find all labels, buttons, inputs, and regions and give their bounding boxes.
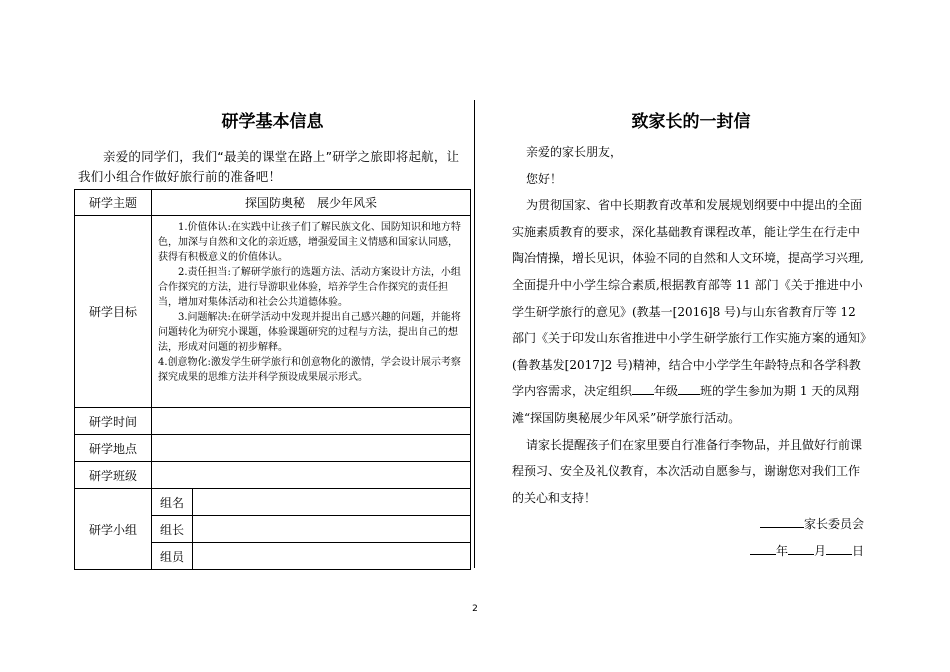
group-name-field[interactable] bbox=[193, 489, 471, 516]
time-label: 研学时间 bbox=[75, 408, 152, 435]
time-field[interactable] bbox=[152, 408, 471, 435]
month-blank[interactable] bbox=[788, 540, 814, 555]
date-line bbox=[512, 538, 870, 565]
class-word: 班的学生参加为期 1 天的凤翔滩“探国防奥秘展少年风采”研学旅行活动。 bbox=[512, 384, 860, 425]
goals-content bbox=[152, 216, 471, 408]
page-number: 2 bbox=[472, 604, 478, 614]
day-label: 日 bbox=[851, 543, 864, 558]
group-members-field[interactable] bbox=[193, 543, 471, 570]
letter-title: 致家长的一封信 bbox=[631, 112, 751, 132]
class-row bbox=[75, 462, 471, 489]
time-row bbox=[75, 408, 471, 435]
theme-value: 探国防奥秘 展少年风采 bbox=[152, 190, 471, 216]
letter-body bbox=[512, 139, 870, 565]
group-members-label: 组员 bbox=[152, 543, 193, 570]
letter-paragraph bbox=[512, 192, 870, 431]
class-blank[interactable] bbox=[678, 380, 700, 395]
month-label: 月 bbox=[813, 543, 826, 558]
letter-salutation: 亲爱的家长朋友， bbox=[526, 145, 623, 159]
year-blank[interactable] bbox=[750, 540, 776, 555]
grade-blank[interactable] bbox=[632, 380, 654, 395]
group-name-label: 组名 bbox=[152, 489, 193, 516]
group-label: 研学小组 bbox=[75, 489, 152, 570]
parent-letter-section bbox=[512, 95, 870, 565]
class-field[interactable] bbox=[152, 462, 471, 489]
committee-label: 家长委员会 bbox=[803, 517, 864, 532]
group-name-row bbox=[75, 489, 471, 516]
class-label: 研学班级 bbox=[75, 462, 152, 489]
committee-signature bbox=[512, 511, 870, 538]
theme-row bbox=[75, 190, 471, 216]
place-field[interactable] bbox=[152, 435, 471, 462]
intro-text: 亲爱的同学们，我们“最美的课堂在路上”研学之旅即将起航，让我们小组合作做好旅行前的准备吧！ bbox=[78, 149, 460, 184]
year-label: 年 bbox=[775, 543, 788, 558]
place-row bbox=[75, 435, 471, 462]
letter-paragraph-2: 请家长提醒孩子们在家里要自行准备行李物品，并且做好行前课程预习、安全及礼仪教育，本次活动自愿参与，谢谢您对我们工作的关心和支持！ bbox=[512, 437, 863, 505]
goal-item: 3.问题解决:在研学活动中发现并提出自己感兴趣的问题，并能将问题转化为研究小课题，体验课题研究的过程与方法，提出自己的想法，形成对问题的初步解释。 bbox=[158, 312, 461, 353]
goal-item: 4.创意物化:激发学生研学旅行和创意物化的激情，学会设计展示考察探究成果的思维方法并科学预设成果展示形式。 bbox=[158, 357, 461, 383]
theme-label: 研学主题 bbox=[75, 190, 152, 216]
signature-blank[interactable] bbox=[760, 513, 804, 528]
grade-word: 年级 bbox=[654, 384, 679, 399]
info-table bbox=[74, 189, 471, 570]
letter-paragraph-text: 为贯彻国家、省中长期教育改革和发展规划纲要中中提出的全面实施素质教育的要求，深化基础教育课程改革，能让学生在行走中陶冶情操，增长见识，体验不同的自然和人文环境，提高学习兴理,全面提升中小学生综合素质,根据教育部等 11 部门《关于推进中小学生研学旅行的意见》(教基一[2016]8 号)与山东省教育厅等 12 部门《关于印发山东省推进中小学生研学旅行工作实施方案的通知》(鲁教基发[2017]2 号)精神，结合中小学学生年龄特点和各学科教学内容需求，决定组织 bbox=[512, 198, 867, 399]
basic-info-section bbox=[74, 95, 471, 570]
letter-greeting: 您好！ bbox=[526, 171, 563, 186]
group-leader-label: 组长 bbox=[152, 516, 193, 543]
place-label: 研学地点 bbox=[75, 435, 152, 462]
day-blank[interactable] bbox=[826, 540, 852, 555]
group-leader-field[interactable] bbox=[193, 516, 471, 543]
basic-info-title: 研学基本信息 bbox=[221, 112, 324, 132]
goals-label: 研学目标 bbox=[75, 216, 152, 408]
goal-item: 1.价值体认:在实践中让孩子们了解民族文化、国防知识和地方特色，加深与自然和文化的亲近感，增强爱国主义情感和国家认同感，获得有积极意义的价值体认。 bbox=[158, 222, 461, 263]
goals-row bbox=[75, 216, 471, 408]
center-divider bbox=[474, 100, 475, 568]
goal-item: 2.责任担当:了解研学旅行的选题方法、活动方案设计方法，小组合作探究的方法，进行导游职业体验，培养学生合作探究的责任担当，增加对集体活动和社会公共道德体验。 bbox=[158, 267, 461, 308]
